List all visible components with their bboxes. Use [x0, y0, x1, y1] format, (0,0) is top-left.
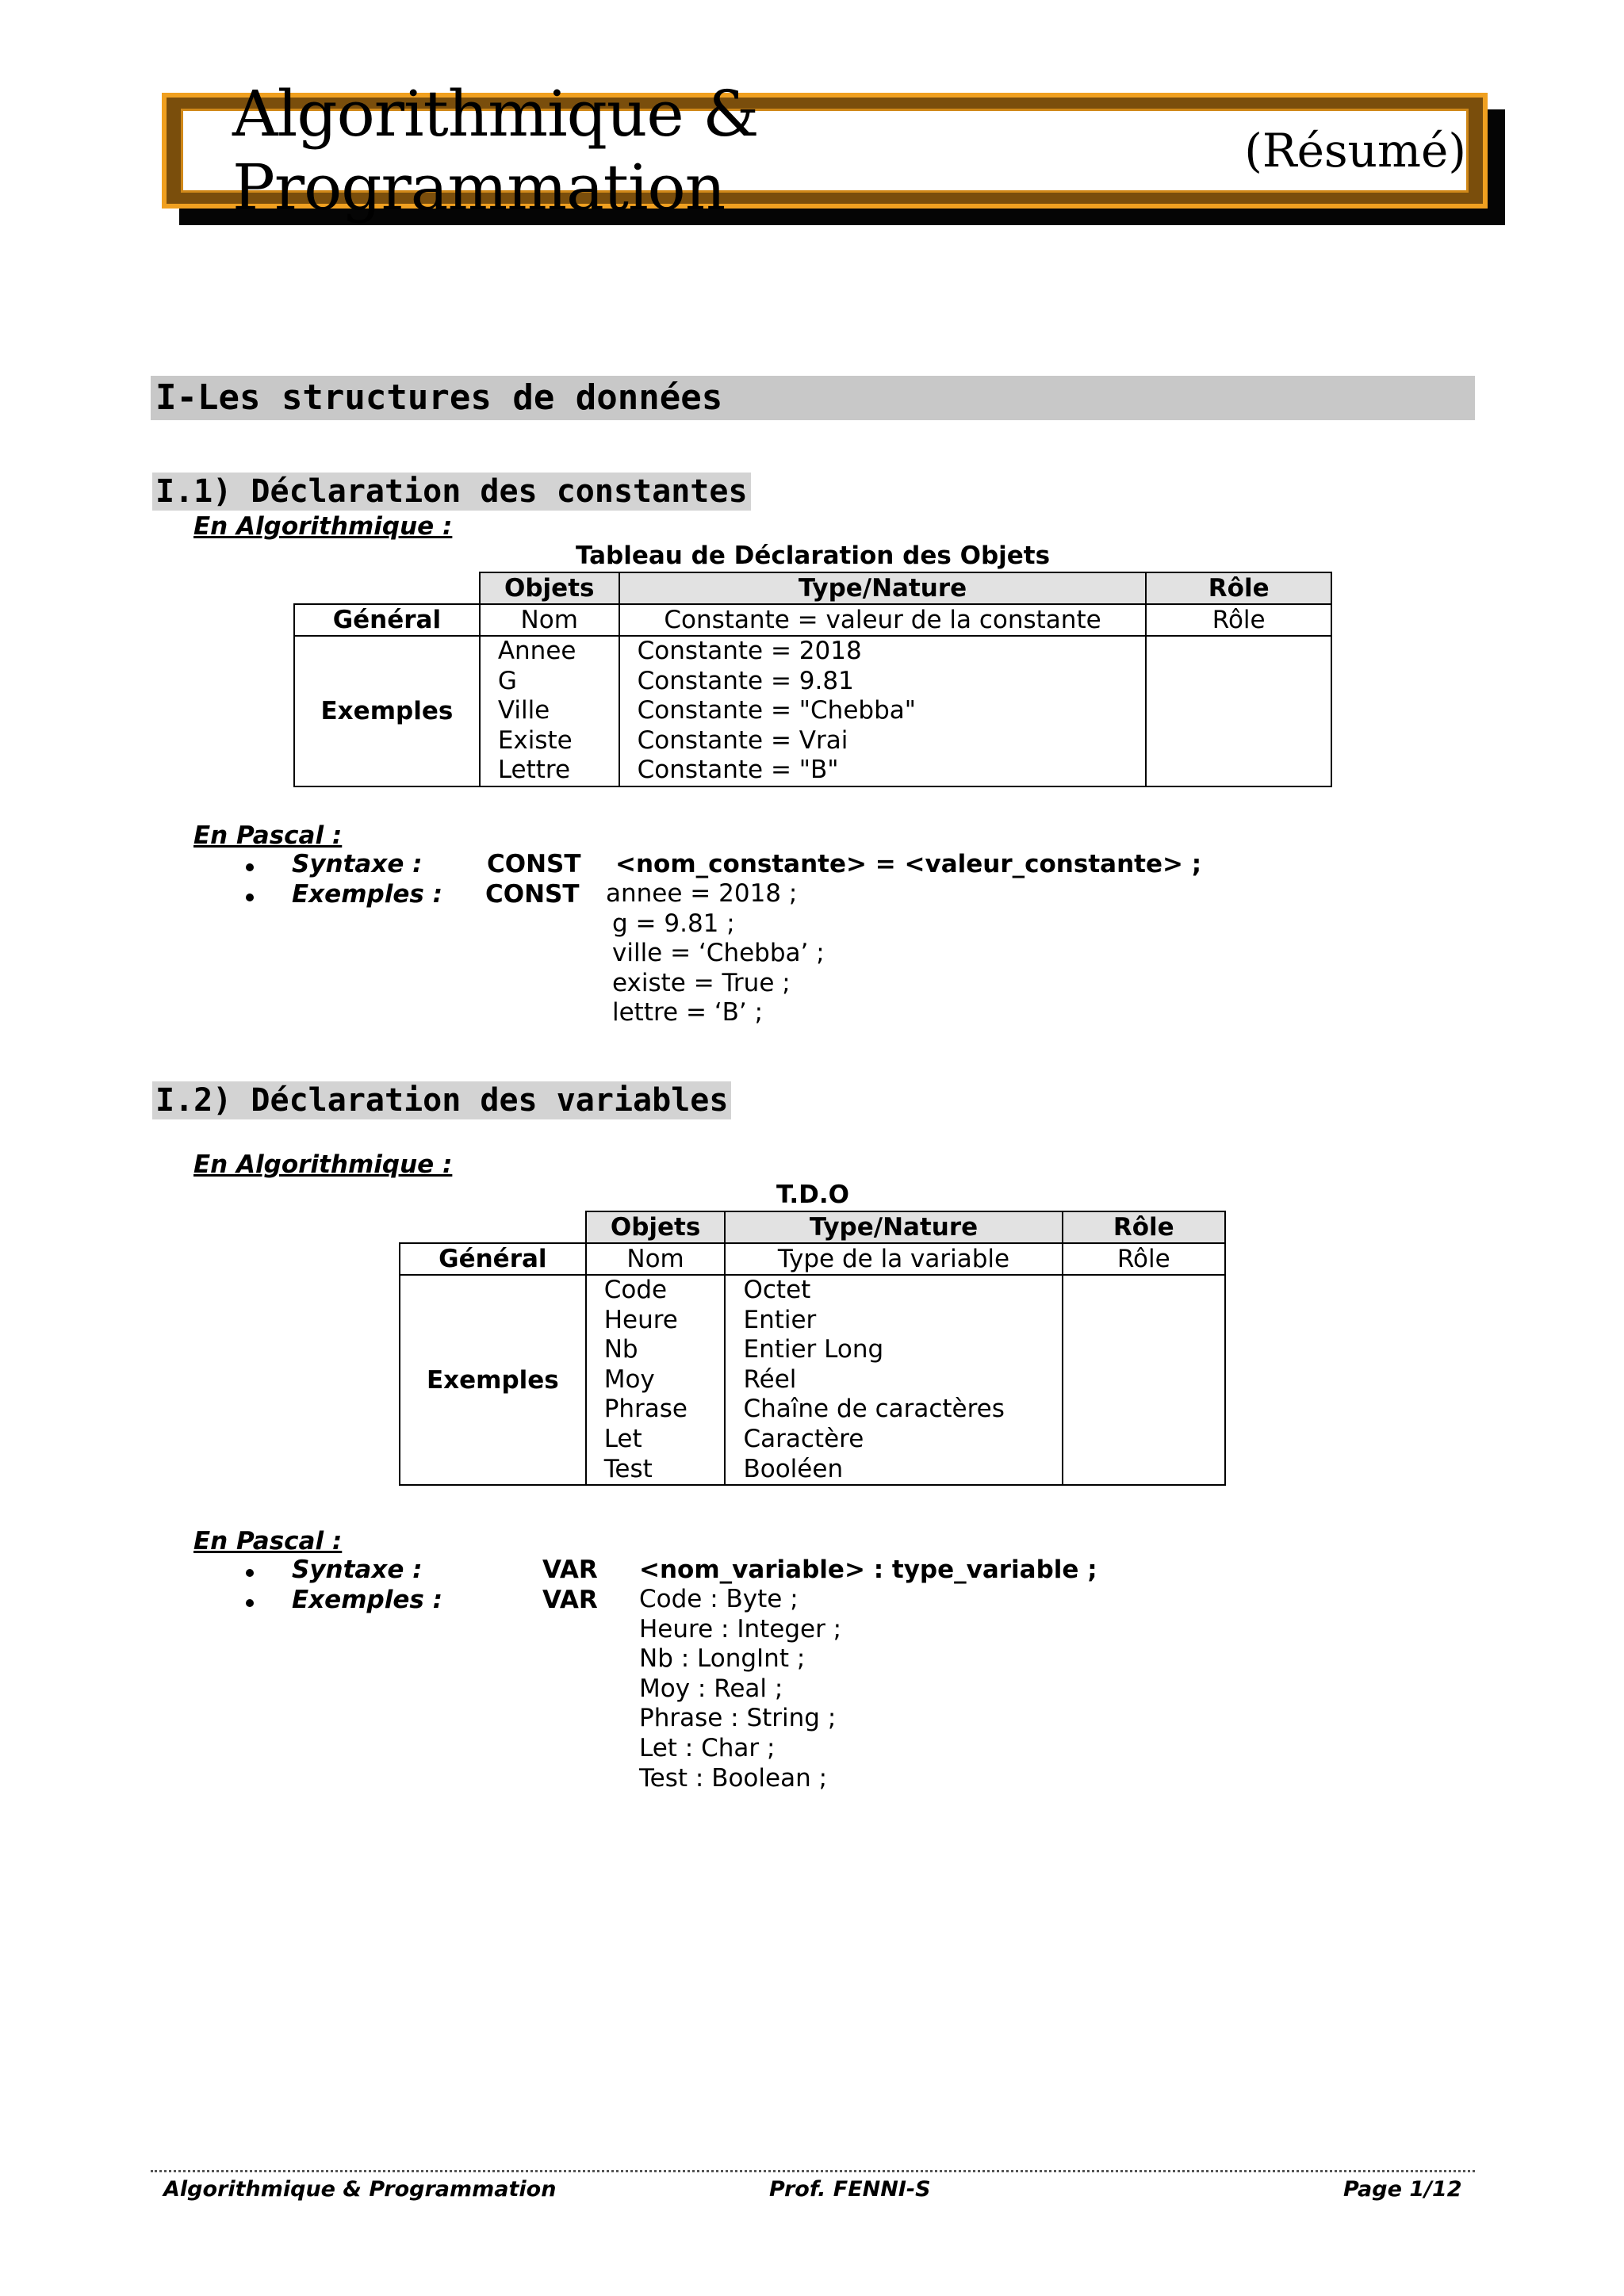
list-item: Annee [497, 637, 576, 665]
footer-center: Prof. FENNI-S [769, 2177, 931, 2202]
code-line: Moy : Real ; [639, 1674, 783, 1703]
general-role: Rôle [1063, 1243, 1225, 1275]
bullet-icon [246, 1569, 254, 1577]
code-line: Nb : LongInt ; [639, 1644, 806, 1674]
syntax-text-variables: <nom_variable> : type_variable ; [639, 1556, 1097, 1584]
list-item: Booléen [743, 1454, 844, 1483]
table-row-examples [294, 636, 1331, 786]
syntax-keyword-var: VAR [542, 1556, 598, 1584]
examples-role-cell [1146, 636, 1331, 786]
code-line: Test : Boolean ; [639, 1763, 828, 1793]
table-corner [294, 572, 480, 604]
list-item: Constante = "Chebba" [637, 696, 917, 725]
syntax-label-variables: Syntaxe : [292, 1556, 423, 1584]
code-line: ville = ‘Chebba’ ; [612, 939, 825, 968]
table-caption-constants: Tableau de Déclaration des Objets [575, 541, 1051, 570]
table-row-general [294, 604, 1331, 636]
subsection-heading-constants: I.1) Déclaration des constantes [152, 473, 751, 511]
bullet-icon [246, 1599, 254, 1607]
document-title: Algorithmique & Programmation [232, 77, 759, 224]
code-line: existe = True ; [612, 968, 791, 997]
code-line: g = 9.81 ; [612, 909, 735, 938]
general-type: Constante = valeur de la constante [619, 604, 1147, 636]
title-banner [162, 77, 1488, 224]
bullet-icon [246, 894, 254, 901]
footer-left: Algorithmique & Programmation [163, 2177, 557, 2202]
list-item: Constante = 9.81 [637, 666, 854, 695]
table-corner [400, 1211, 586, 1243]
list-item: Caractère [743, 1424, 864, 1453]
list-item: Existe [497, 725, 573, 755]
list-item: Constante = Vrai [637, 725, 848, 755]
table-header-row [400, 1211, 1225, 1243]
examples-role-cell [1063, 1275, 1225, 1485]
list-item: Lettre [497, 756, 571, 785]
general-type: Type de la variable [725, 1243, 1062, 1275]
header-role: Rôle [1146, 572, 1331, 604]
row-label-general: Général [294, 604, 480, 636]
list-item: Constante = "B" [637, 756, 839, 785]
list-item: Moy [603, 1364, 655, 1394]
header-objets: Objets [586, 1211, 726, 1243]
examples-keyword-var: VAR [542, 1586, 598, 1614]
table-row-examples [400, 1275, 1225, 1485]
algo-label-variables: En Algorithmique : [193, 1150, 453, 1179]
list-item: Nb [603, 1335, 638, 1364]
examples-objects-cell [586, 1275, 726, 1485]
algo-label-constants: En Algorithmique : [193, 512, 453, 541]
code-line: annee = 2018 ; [606, 879, 798, 908]
row-label-general: Général [400, 1243, 586, 1275]
code-line: Phrase : String ; [639, 1704, 837, 1733]
general-objet: Nom [586, 1243, 726, 1275]
examples-types-cell [725, 1275, 1062, 1485]
list-item: Test [603, 1454, 653, 1483]
document-subtitle: (Résumé) [1244, 124, 1466, 178]
list-item: G [497, 666, 517, 695]
code-line: Code : Byte ; [639, 1585, 799, 1613]
list-item: Octet [743, 1276, 811, 1304]
pascal-const-examples [606, 879, 825, 1028]
syntax-label-constants: Syntaxe : [292, 850, 423, 878]
examples-label-variables: Exemples : [292, 1586, 442, 1614]
list-item: Chaîne de caractères [743, 1395, 1005, 1424]
header-role: Rôle [1063, 1211, 1225, 1243]
footer-page-number: Page 1/12 [1343, 2177, 1462, 2202]
variables-table [399, 1211, 1226, 1486]
header-objets: Objets [480, 572, 619, 604]
table-caption-variables: T.D.O [776, 1181, 850, 1209]
list-item: Entier Long [743, 1335, 884, 1364]
examples-objects-cell [480, 636, 619, 786]
header-type-nature: Type/Nature [725, 1211, 1062, 1243]
table-header-row [294, 572, 1331, 604]
row-label-examples: Exemples [400, 1275, 586, 1485]
section-heading: I-Les structures de données [151, 376, 1475, 420]
pascal-label-variables: En Pascal : [193, 1527, 343, 1556]
header-type-nature: Type/Nature [619, 572, 1147, 604]
list-item: Heure [603, 1305, 678, 1334]
pascal-var-examples [639, 1585, 841, 1793]
list-item: Code [603, 1276, 668, 1304]
code-line: Heure : Integer ; [639, 1614, 842, 1644]
title-banner-inner [181, 77, 1469, 224]
list-item: Entier [743, 1305, 817, 1334]
subsection-heading-variables: I.2) Déclaration des variables [152, 1081, 731, 1119]
general-objet: Nom [480, 604, 619, 636]
footer-divider [151, 2170, 1475, 2172]
list-item: Phrase [603, 1395, 688, 1424]
list-item: Réel [743, 1364, 797, 1394]
constants-table [293, 572, 1332, 787]
list-item: Ville [497, 696, 550, 725]
general-role: Rôle [1146, 604, 1331, 636]
syntax-text-constants: <nom_constante> = <valeur_constante> ; [615, 850, 1202, 878]
row-label-examples: Exemples [294, 636, 480, 786]
examples-label-constants: Exemples : [292, 880, 442, 909]
table-row-general [400, 1243, 1225, 1275]
code-line: lettre = ‘B’ ; [612, 998, 764, 1027]
syntax-keyword-const: CONST [487, 850, 581, 878]
code-line: Let : Char ; [639, 1733, 776, 1762]
pascal-label-constants: En Pascal : [193, 821, 343, 850]
list-item: Constante = 2018 [637, 637, 862, 665]
bullet-icon [246, 863, 254, 871]
list-item: Let [603, 1424, 642, 1453]
examples-keyword-const: CONST [485, 880, 580, 909]
examples-types-cell [619, 636, 1147, 786]
